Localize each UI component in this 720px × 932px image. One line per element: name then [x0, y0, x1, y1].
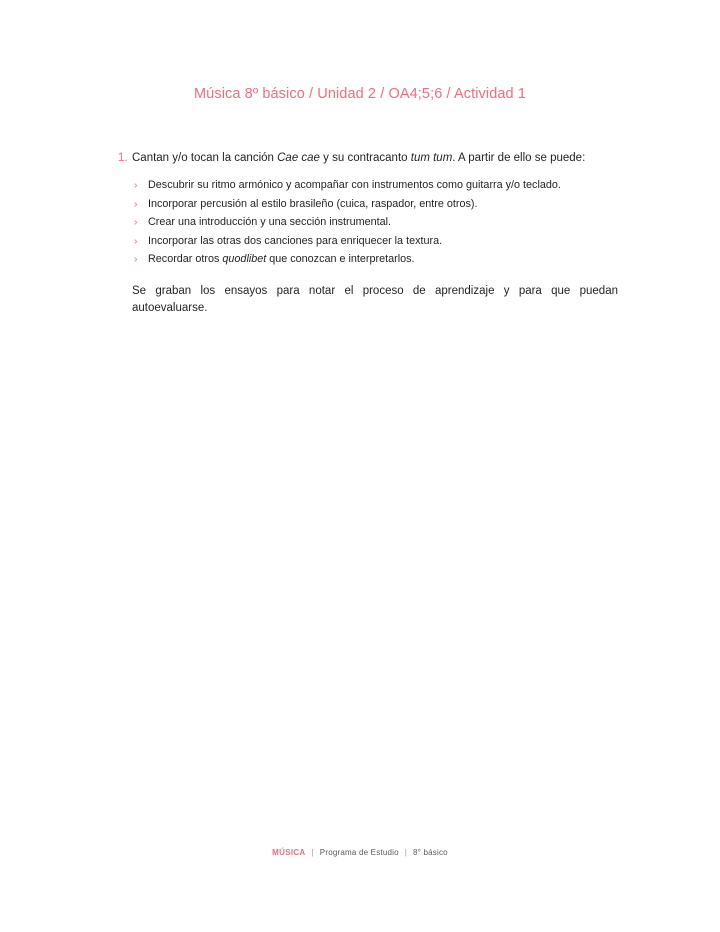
activity-body	[132, 150, 618, 317]
list-item	[132, 213, 618, 232]
activity-number: 1.	[118, 152, 128, 164]
list-item-text: Incorporar percusión al estilo brasileño (cuica, raspador, entre otros).	[148, 197, 478, 210]
list-item	[132, 195, 618, 214]
activity-lead	[132, 150, 618, 167]
footer-program: Programa de Estudio	[319, 848, 399, 857]
page-title: Música 8º básico / Unidad 2 / OA4;5;6 / Actividad 1	[194, 86, 526, 102]
activity-closing-paragraph: Se graban los ensayos para notar el proceso de aprendizaje y para que puedan autoevaluarse.	[132, 284, 618, 314]
activity-bullet-list	[132, 176, 618, 269]
list-item	[132, 176, 618, 195]
list-item	[132, 250, 618, 269]
activity-item	[118, 150, 618, 317]
chevron-right-icon: ›	[134, 216, 138, 228]
chevron-right-icon: ›	[134, 253, 138, 265]
song-title-2: tum tum	[410, 152, 453, 164]
list-item-text-italic: quodlibet	[222, 253, 267, 265]
list-item-text: Descubrir su ritmo armónico y acompañar con instrumentos como guitarra y/o teclado.	[148, 179, 561, 191]
page-footer	[0, 848, 720, 857]
list-item-text: Crear una introducción y una sección instrumental.	[148, 216, 392, 228]
chevron-right-icon: ›	[134, 179, 138, 191]
footer-separator-1: |	[311, 848, 314, 857]
footer-separator-2: |	[404, 848, 408, 857]
footer-level: 8° básico	[413, 848, 448, 857]
song-title-1: Cae cae	[277, 152, 320, 164]
footer-subject: MÚSICA	[272, 848, 306, 857]
list-item	[132, 232, 618, 251]
lead-part-1: Cantan y/o tocan la canción	[132, 152, 278, 164]
list-item-text-pre: Recordar otros	[148, 253, 223, 265]
lead-part-2: y su contracanto	[319, 152, 411, 164]
list-item-text-post: que conozcan e interpretarlos.	[266, 253, 415, 265]
chevron-right-icon: ›	[134, 197, 138, 210]
chevron-right-icon: ›	[134, 234, 138, 247]
lead-part-3: . A partir de ello se puede:	[452, 152, 586, 164]
activity-content	[118, 150, 618, 317]
list-item-text: Incorporar las otras dos canciones para enriquecer la textura.	[148, 234, 443, 247]
